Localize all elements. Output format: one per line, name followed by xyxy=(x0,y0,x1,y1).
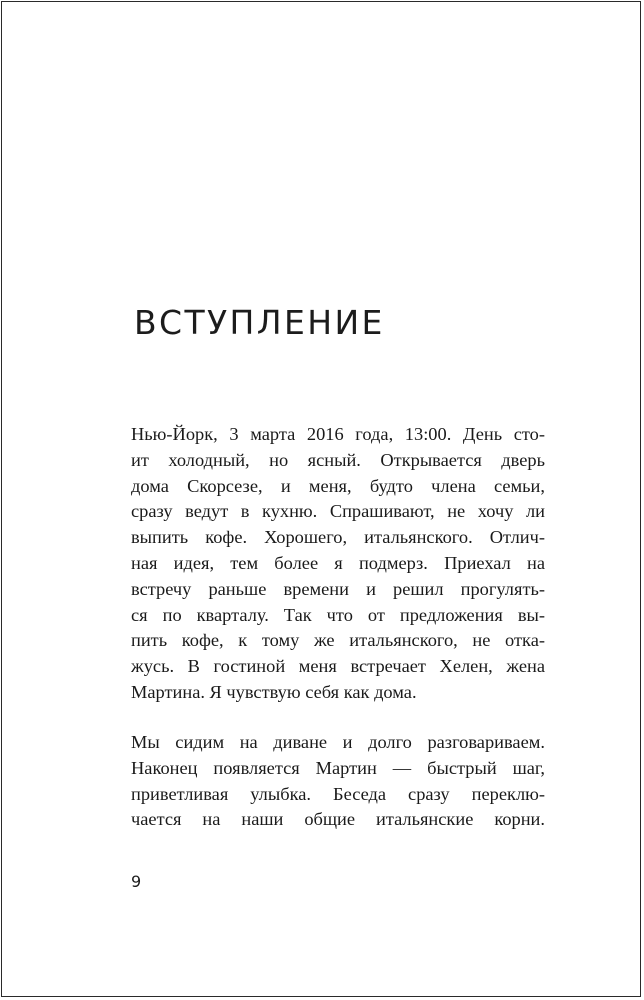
chapter-title: ВСТУПЛЕНИЕ xyxy=(134,303,385,342)
text-line: ная идея, тем более я подмерз. Приехал на xyxy=(131,552,545,573)
text-line: жусь. В гостиной меня встречает Хелен, жена xyxy=(131,656,545,677)
text-line: Мартина. Я чувствую себя как дома. xyxy=(131,681,417,702)
text-line: Мы сидим на диване и долго разговариваем. xyxy=(131,732,545,752)
text-line: дома Скорсезе, и меня, будто члена семьи, xyxy=(131,475,545,496)
text-line: ит холодный, но ясный. Открывается дверь xyxy=(131,449,545,470)
text-line: сразу ведут в кухню. Спрашивают, не хочу ли xyxy=(131,501,545,522)
text-line: пить кофе, к тому же итальянского, не отка- xyxy=(131,630,545,651)
text-line: Наконец появляется Мартин — быстрый шаг, xyxy=(131,757,545,778)
text-line: встречу раньше времени и решил прогулять- xyxy=(131,578,545,599)
text-line: приветливая улыбка. Беседа сразу переклю- xyxy=(131,783,545,804)
paragraph-1 xyxy=(131,422,545,706)
page-number: 9 xyxy=(131,872,142,891)
text-line: ся по кварталу. Так что от предложения вы- xyxy=(131,604,545,625)
text-line: чается на наши общие итальянские корни. xyxy=(131,809,545,830)
text-line: Нью-Йорк, 3 марта 2016 года, 13:00. День сто- xyxy=(131,424,545,444)
text-line: выпить кофе. Хорошего, итальянского. Отлич- xyxy=(131,527,545,548)
paragraph-2 xyxy=(131,730,545,833)
